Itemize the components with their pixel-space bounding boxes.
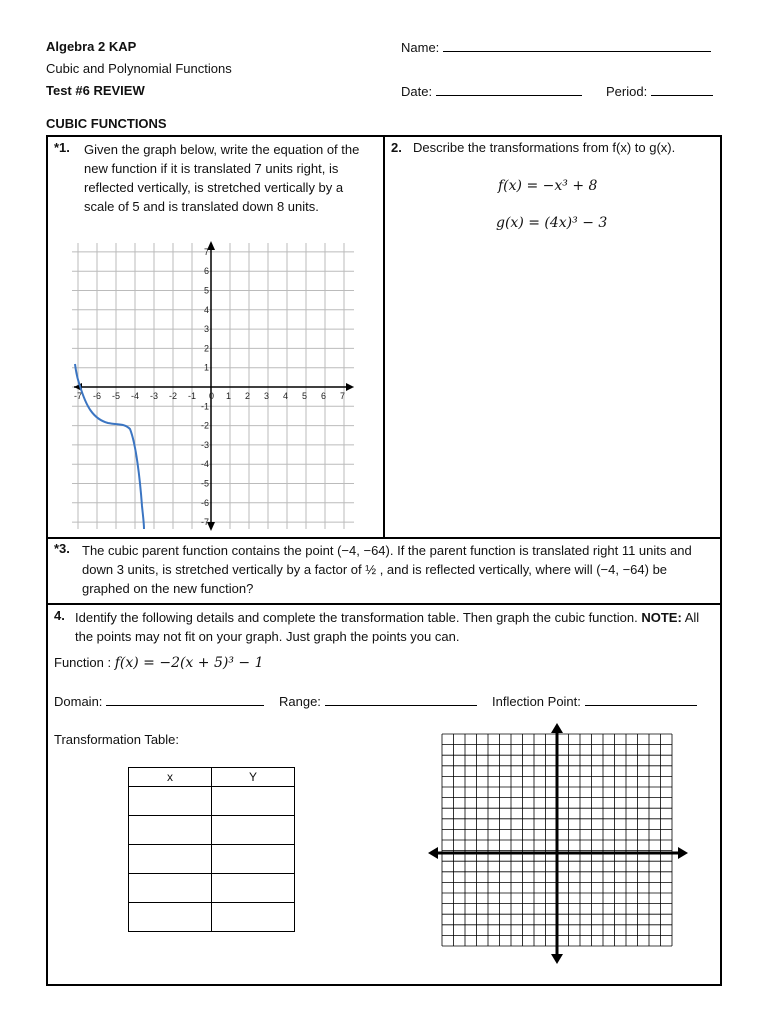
q2-g-equation: g(x) = (4x)³ − 3 (496, 215, 608, 231)
q1-x-tick-label: 4 (283, 391, 289, 401)
q3-number: *3. (54, 541, 70, 556)
table-row (129, 816, 295, 845)
q1-y-tick-label: 1 (203, 362, 209, 373)
q1-x-tick-label: -5 (112, 391, 121, 401)
q1-text: Given the graph below, write the equation of the new function if it is translated 7 units right, is reflected vertically, is stretched vertically by a scale of 5 and is translated down 8 units. (84, 142, 360, 214)
q1-x-tick-label: 5 (302, 391, 308, 401)
course-title: Algebra 2 KAP (46, 39, 137, 54)
domain-label: Domain: (54, 694, 103, 709)
q1-x-tick-label: 1 (226, 391, 232, 401)
q1-number: *1. (54, 140, 70, 155)
table-row (129, 903, 295, 932)
table-cell[interactable] (129, 816, 212, 845)
q1-y-tick-label: 3 (203, 324, 209, 335)
period-blank[interactable] (651, 83, 713, 96)
section-title: CUBIC FUNCTIONS (46, 116, 167, 131)
q1-y-tick-label: 5 (203, 285, 209, 296)
q1-y-tick-label: -4 (200, 459, 209, 470)
q4-note-label: NOTE: (641, 610, 682, 625)
date-blank[interactable] (436, 83, 582, 96)
period-label: Period: (606, 84, 648, 99)
q1-grid (72, 243, 354, 529)
q3-text: The cubic parent function contains the point (−4, −64). If the parent function is translated right 11 units and down 3 units, is stretched vertically by a factor of ½ , and is reflected vertically, where will (−4, −64) be graphed on the new function? (82, 543, 692, 596)
q1-y-tick-label: 6 (203, 266, 209, 277)
unit-title: Cubic and Polynomial Functions (46, 61, 232, 76)
q1-x-tick-label: 3 (264, 391, 270, 401)
q4-y-arrow-down (551, 954, 563, 964)
q1-y-tick-label: 7 (203, 246, 209, 257)
q1-x-tick-label: 7 (340, 391, 346, 401)
transformation-table (128, 767, 295, 932)
table-header-row (129, 768, 295, 787)
table-cell[interactable] (212, 845, 295, 874)
q1-x-tick-label: 2 (245, 391, 251, 401)
inflection-blank[interactable] (585, 693, 697, 706)
range-blank[interactable] (325, 693, 477, 706)
table-row (129, 845, 295, 874)
q1-x-tick-label: -2 (169, 391, 178, 401)
q4-text (75, 608, 715, 646)
table-label: Transformation Table: (54, 732, 180, 747)
table-row (129, 874, 295, 903)
q1-y-tick-label: 4 (203, 304, 209, 315)
q4-y-arrow-up (551, 723, 563, 733)
q1-y-tick-label: -7 (200, 517, 209, 528)
q1-y-tick-label: -1 (200, 401, 209, 412)
period-field[interactable] (606, 83, 713, 99)
q1-x-tick-label: -6 (93, 391, 102, 401)
q4-x-arrow-right (678, 847, 688, 859)
q2-f-equation: f(x) = −x³ + 8 (498, 178, 598, 194)
q4-graph[interactable] (426, 722, 690, 966)
q1-x-tick-label: 6 (321, 391, 327, 401)
q1-y-tick-label: 2 (203, 343, 209, 354)
table-cell[interactable] (212, 874, 295, 903)
q1-x-arrow (346, 383, 354, 391)
q2-number: 2. (391, 140, 402, 155)
name-field[interactable] (401, 39, 711, 55)
q1-y-tick-label: -2 (200, 420, 209, 431)
domain-field[interactable] (54, 693, 264, 709)
q1-y-tick-label: -6 (200, 497, 209, 508)
inflection-field[interactable] (492, 693, 697, 709)
date-field[interactable] (401, 83, 582, 99)
table-cell[interactable] (129, 874, 212, 903)
q1-x-tick-label: -1 (188, 391, 197, 401)
table-cell[interactable] (212, 787, 295, 816)
table-cell[interactable] (129, 845, 212, 874)
q4-text-a: Identify the following details and complete the transformation table. Then graph the cubic function. (75, 610, 638, 625)
q1-curve (75, 364, 144, 529)
q1-x-tick-label: -3 (150, 391, 159, 401)
q4-function-label: Function : (54, 655, 115, 670)
q1-x-tick-label: -4 (131, 391, 140, 401)
range-label: Range: (279, 694, 321, 709)
q4-function-equation: f(x) = −2(x + 5)³ − 1 (114, 655, 264, 671)
q2-box (383, 135, 722, 539)
table-row (129, 787, 295, 816)
table-cell[interactable] (212, 903, 295, 932)
q4-number: 4. (54, 608, 65, 623)
q1-y-tick-label: -5 (200, 478, 209, 489)
q2-text: Describe the transformations from f(x) to g(x). (413, 140, 676, 155)
table-cell[interactable] (129, 787, 212, 816)
q1-y-tick-label: -3 (200, 439, 209, 450)
q4-function (54, 655, 263, 671)
table-header-x: x (129, 768, 212, 787)
q1-x-tick-label: -7 (74, 391, 83, 401)
q4-text-b: All the points may not fit on your graph. Just graph the points you can. (75, 610, 700, 644)
table-cell[interactable] (212, 816, 295, 845)
name-blank[interactable] (443, 39, 711, 52)
domain-blank[interactable] (106, 693, 264, 706)
q1-graph (72, 241, 358, 531)
q4-x-arrow-left (428, 847, 438, 859)
inflection-label: Inflection Point: (492, 694, 581, 709)
range-field[interactable] (279, 693, 477, 709)
q1-x-tick-label: 0 (209, 391, 215, 401)
test-title: Test #6 REVIEW (46, 83, 145, 98)
date-label: Date: (401, 84, 433, 99)
table-header-y: Y (212, 768, 295, 787)
table-cell[interactable] (129, 903, 212, 932)
name-label: Name: (401, 40, 440, 55)
